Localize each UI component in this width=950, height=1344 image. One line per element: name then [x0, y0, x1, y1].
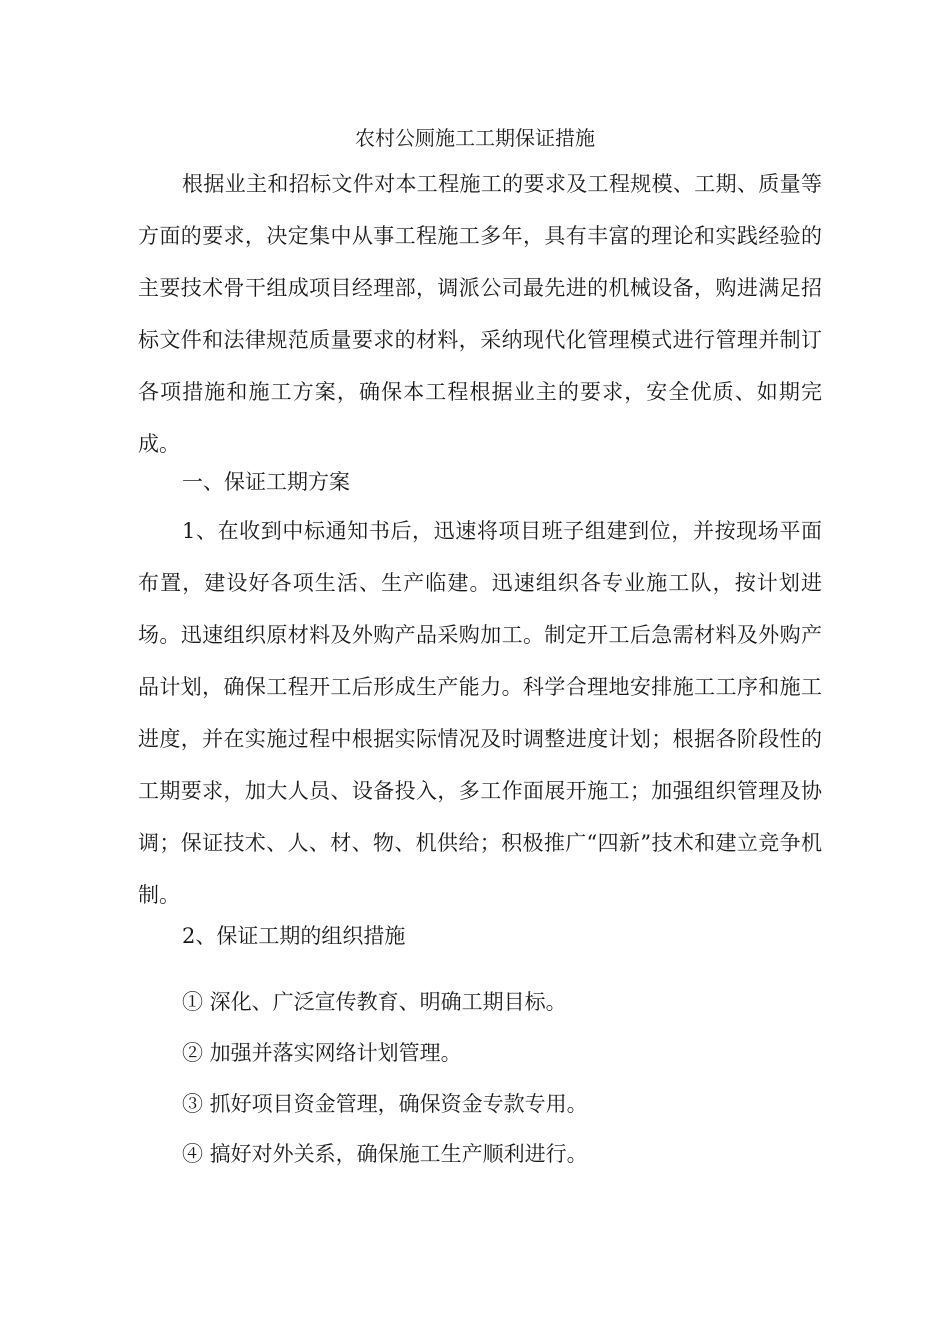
- section-heading-guarantee-plan: 一、保证工期方案: [182, 470, 350, 494]
- measure-item-2: ② 加强并落实网络计划管理。: [182, 1041, 462, 1065]
- intro-paragraph: 根据业主和招标文件对本工程施工的要求及工程规模、工期、质量等方面的要求，决定集中从事工程施工多年，具有丰富的理论和实践经验的主要技术骨干组成项目经理部，调派公司最先进的机械设备，购进满足招标文件和法律规范质量要求的材料，采纳现代化管理模式进行管理并制订各项措施和施工方案，确保本工程根据业主的要求，安全优质、如期完成。: [138, 172, 822, 456]
- measure-item-3: ③ 抓好项目资金管理，确保资金专款专用。: [182, 1092, 588, 1116]
- document-title: 农村公厕施工工期保证措施: [355, 126, 595, 150]
- plan-item-1-paragraph: 1、在收到中标通知书后，迅速将项目班子组建到位，并按现场平面布置，建设好各项生活、生产临建。迅速组织各专业施工队，按计划进场。迅速组织原材料及外购产品采购加工。制定开工后急需材料及外购产品计划，确保工程开工后形成生产能力。科学合理地安排施工工序和施工进度，并在实施过程中根据实际情况及时调整进度计划；根据各阶段性的工期要求，加大人员、设备投入，多工作面展开施工；加强组织管理及协调；保证技术、人、材、物、机供给；积极推广“四新”技术和建立竞争机制。: [138, 519, 822, 907]
- measure-item-1: ① 深化、广泛宣传教育、明确工期目标。: [182, 990, 567, 1014]
- section-heading-organization-measures: 2、保证工期的组织措施: [182, 924, 406, 948]
- measure-item-4: ④ 搞好对外关系，确保施工生产顺利进行。: [182, 1142, 588, 1166]
